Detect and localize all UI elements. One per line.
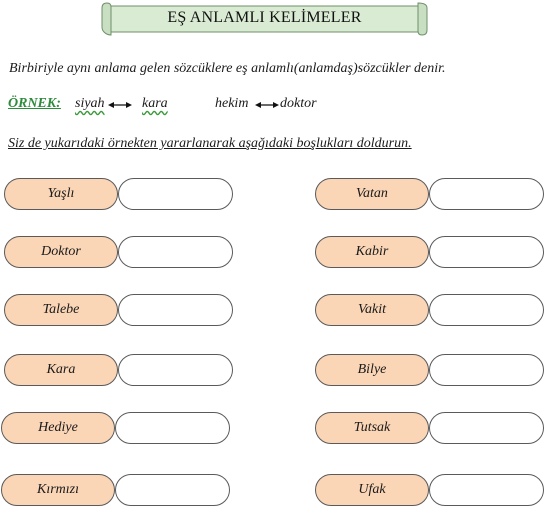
answer-left-6[interactable] [115, 474, 230, 506]
word-left-4: Kara [4, 354, 118, 386]
example-row [8, 96, 538, 116]
example-word-3: hekim [215, 96, 249, 111]
word-left-1: Yaşlı [4, 178, 118, 210]
answer-left-2[interactable] [118, 236, 233, 268]
word-left-2: Doktor [4, 236, 118, 268]
answer-left-3[interactable] [118, 294, 233, 326]
example-label: ÖRNEK: [8, 96, 61, 111]
example-word-4: doktor [280, 96, 317, 111]
answer-left-4[interactable] [118, 354, 233, 386]
title-banner [101, 2, 428, 34]
word-right-2: Kabir [315, 236, 429, 268]
word-left-3: Talebe [4, 294, 118, 326]
answer-right-2[interactable] [429, 236, 544, 268]
answer-right-6[interactable] [429, 474, 544, 506]
word-right-4: Bilye [315, 354, 429, 386]
intro-text: Birbiriyle aynı anlama gelen sözcüklere eş anlamlı(anlamdaş)sözcükler denir. [9, 61, 446, 76]
double-arrow-icon [254, 96, 280, 115]
answer-right-1[interactable] [429, 178, 544, 210]
answer-right-3[interactable] [429, 294, 544, 326]
word-left-6: Kırmızı [1, 474, 115, 506]
page-title: EŞ ANLAMLI KELİMELER [167, 9, 362, 26]
answer-right-4[interactable] [429, 354, 544, 386]
double-arrow-icon [107, 96, 133, 115]
answer-left-5[interactable] [115, 412, 230, 444]
word-right-6: Ufak [315, 474, 429, 506]
word-right-3: Vakit [315, 294, 429, 326]
word-right-5: Tutsak [315, 412, 429, 444]
answer-left-1[interactable] [118, 178, 233, 210]
word-left-5: Hediye [1, 412, 115, 444]
example-word-2: kara [142, 96, 168, 111]
word-right-1: Vatan [315, 178, 429, 210]
instruction-text: Siz de yukarıdaki örnekten yararlanarak aşağıdaki boşlukları doldurun. [8, 136, 412, 151]
answer-right-5[interactable] [429, 412, 544, 444]
example-word-1: siyah [75, 96, 105, 111]
